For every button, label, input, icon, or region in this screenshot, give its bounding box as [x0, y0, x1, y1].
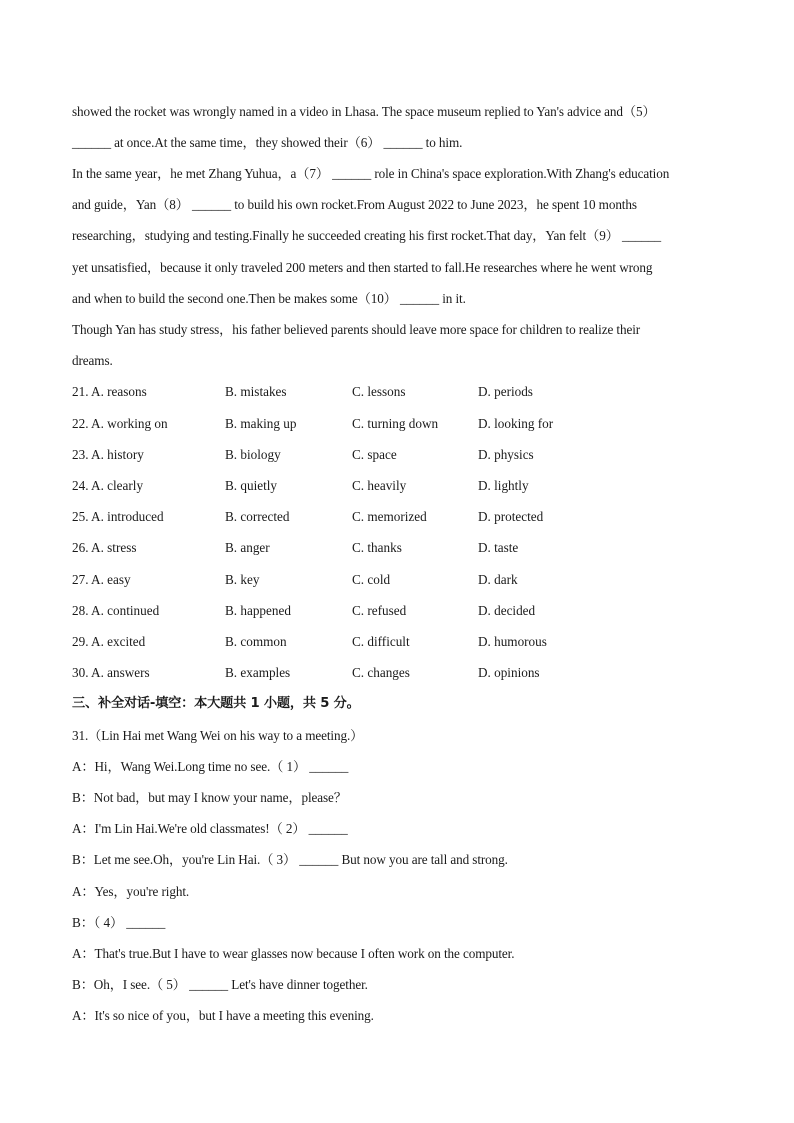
option-c: C. difficult	[352, 634, 410, 649]
passage-line: showed the rocket was wrongly named in a video in Lhasa. The space museum replied to Yan's advice and（5）	[72, 104, 656, 119]
dialogue-line: A：I'm Lin Hai.We're old classmates!（ 2） ______	[72, 821, 348, 836]
passage-line: researching，studying and testing.Finally he succeeded creating his first rocket.That day，Yan felt（9） ______	[72, 228, 661, 243]
dialogue-line: B：（ 4） ______	[72, 915, 166, 930]
passage-line: dreams.	[72, 353, 113, 368]
option-d: D. protected	[478, 509, 544, 524]
option-a: 21. A. reasons	[72, 384, 147, 399]
option-c: C. cold	[352, 572, 391, 587]
option-c: C. lessons	[352, 384, 406, 399]
passage-line: yet unsatisfied，because it only traveled 200 meters and then started to fall.He researches where he went wrong	[72, 260, 653, 275]
option-c: C. thanks	[352, 540, 402, 555]
option-d: D. opinions	[478, 665, 540, 680]
option-c: C. memorized	[352, 509, 427, 524]
dialogue-line: B：Not bad，but may I know your name，please？	[72, 790, 347, 805]
option-d: D. humorous	[478, 634, 547, 649]
section-title: 三、补全对话-填空：本大题共 1 小题，共 5 分。	[72, 696, 360, 711]
option-c: C. turning down	[352, 416, 439, 431]
option-a: 29. A. excited	[72, 634, 146, 649]
option-c: C. heavily	[352, 478, 407, 493]
option-c: C. refused	[352, 603, 407, 618]
option-a: 23. A. history	[72, 447, 144, 462]
option-a: 27. A. easy	[72, 572, 131, 587]
option-c: C. space	[352, 447, 397, 462]
dialogue-line: B：Oh，I see.（ 5） ______ Let's have dinner together.	[72, 977, 368, 992]
option-a: 24. A. clearly	[72, 478, 144, 493]
option-d: D. looking for	[478, 416, 554, 431]
option-d: D. physics	[478, 447, 534, 462]
option-d: D. lightly	[478, 478, 529, 493]
option-b: B. anger	[225, 540, 270, 555]
option-d: D. decided	[478, 603, 536, 618]
option-d: D. periods	[478, 384, 533, 399]
option-a: 28. A. continued	[72, 603, 160, 618]
option-b: B. quietly	[225, 478, 278, 493]
option-b: B. mistakes	[225, 384, 287, 399]
passage-line: ______ at once.At the same time，they showed their（6） ______ to him.	[72, 135, 463, 150]
option-b: B. biology	[225, 447, 281, 462]
option-b: B. common	[225, 634, 287, 649]
dialogue-line: A：Hi，Wang Wei.Long time no see.（ 1） ______	[72, 759, 349, 774]
option-a: 26. A. stress	[72, 540, 137, 555]
passage-line: In the same year，he met Zhang Yuhua，a（7） ______ role in China's space exploration.With Zhang's education	[72, 166, 670, 181]
dialogue-line: A：It's so nice of you，but I have a meeting this evening.	[72, 1008, 374, 1023]
dialogue-line: A：That's true.But I have to wear glasses now because I often work on the computer.	[72, 946, 515, 961]
dialogue-line: A：Yes，you're right.	[72, 884, 190, 899]
option-d: D. taste	[478, 540, 519, 555]
passage-line: and when to build the second one.Then be makes some（10） ______ in it.	[72, 291, 466, 306]
option-b: B. making up	[225, 416, 297, 431]
option-b: B. happened	[225, 603, 291, 618]
dialogue-line: 31.（Lin Hai met Wang Wei on his way to a meeting.）	[72, 728, 364, 743]
option-b: B. examples	[225, 665, 291, 680]
option-a: 30. A. answers	[72, 665, 150, 680]
option-a: 22. A. working on	[72, 416, 168, 431]
option-b: B. key	[225, 572, 260, 587]
passage-line: and guide，Yan（8） ______ to build his own rocket.From August 2022 to June 2023，he spent 10 months	[72, 197, 637, 212]
option-b: B. corrected	[225, 509, 290, 524]
option-a: 25. A. introduced	[72, 509, 164, 524]
dialogue-line: B：Let me see.Oh，you're Lin Hai.（ 3） ______ But now you are tall and strong.	[72, 852, 508, 867]
option-c: C. changes	[352, 665, 410, 680]
option-d: D. dark	[478, 572, 518, 587]
passage-line: Though Yan has study stress，his father believed parents should leave more space for children to realize their	[72, 322, 641, 337]
